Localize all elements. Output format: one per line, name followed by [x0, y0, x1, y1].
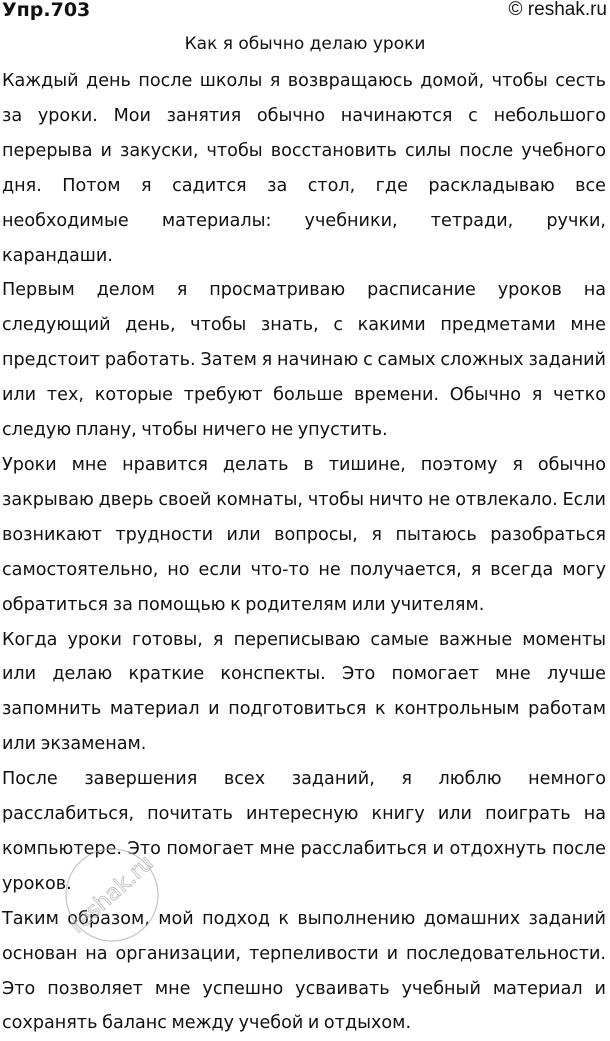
paragraph-2: Первым делом я просматриваю расписание уроков на следующий день, чтобы знать, с какими предметами мне предстоит работать. Затем я начинаю с самых сложных заданий или тех, которые требуют больше времени. Обычно я четко следую плану, чтобы ничего не упустить.: [2, 280, 606, 441]
paragraph-4: Когда уроки готовы, я переписываю самые важные моменты или делаю краткие конспекты. Это помогает мне лучше запомнить материал и подготовиться к контрольным работам или экзаменам.: [2, 629, 606, 755]
paragraph-6: Таким образом, мой подход к выполнению домашних заданий основан на организации, терпеливости и последовательности. Это позволяет мне успешно усваивать учебный материал и сохранять баланс между учебой и отдыхом.: [2, 908, 606, 1034]
document-body: [2, 64, 606, 1041]
exercise-number: Упр.703: [2, 0, 91, 21]
page-header: [2, 0, 607, 26]
paragraph-3: Уроки мне нравится делать в тишине, поэтому я обычно закрываю дверь своей комнаты, чтобы ничто не отвлекало. Если возникают трудности или вопросы, я пытаюсь разобраться самостоятельно, но если что-то не получается, я всегда могу обратиться за помощью к родителям или учителям.: [2, 454, 606, 615]
watermark-text: reshak.ru: [64, 850, 159, 939]
paragraph-1: Каждый день после школы я возвращаюсь домой, чтобы сесть за уроки. Мои занятия обычно начинаются с небольшого перерыва и закуски, чтобы восстановить силы после учебного дня. Потом я садится за стол, где раскладываю все необходимые материалы: учебники, тетради, ручки, карандаши.: [2, 71, 606, 266]
copyright-notice: © reshak.ru: [508, 0, 607, 20]
paragraph-5: После завершения всех заданий, я люблю немного расслабиться, почитать интересную книгу или поиграть на компьютере. Это помогает мне расслабиться и отдохнуть после уроков.: [2, 769, 606, 894]
document-title: Как я обычно делаю уроки: [184, 34, 426, 54]
